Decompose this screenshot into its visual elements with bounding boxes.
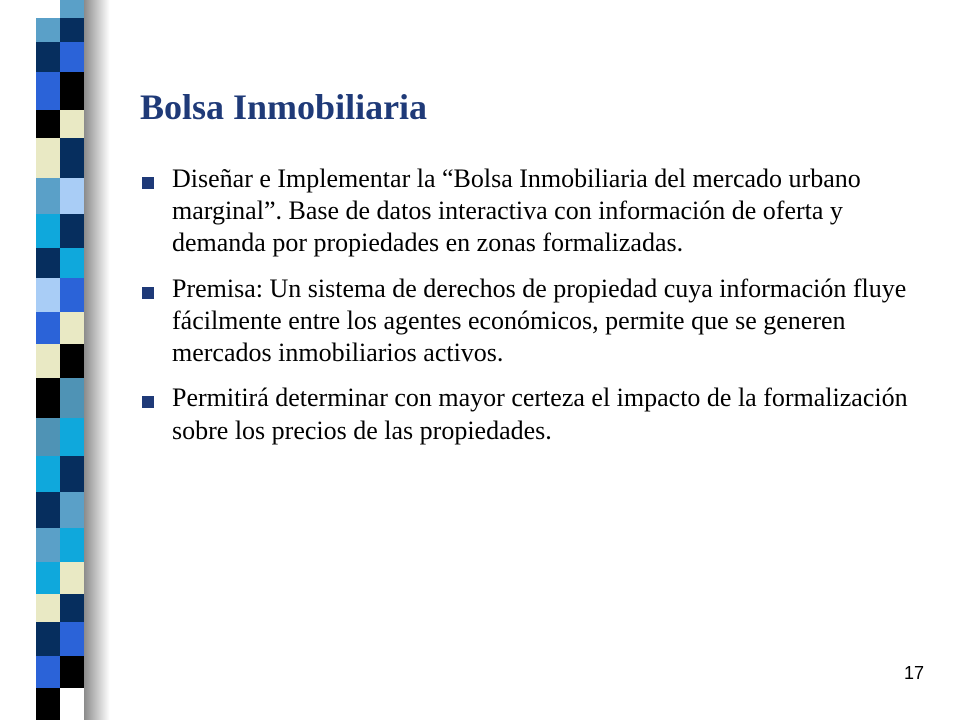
bullet-item xyxy=(130,382,930,446)
stripe-block xyxy=(36,42,60,72)
decorative-stripe-bar xyxy=(0,0,110,720)
stripe-block xyxy=(60,42,84,72)
stripe-block xyxy=(36,418,60,456)
bullet-text: Permitirá determinar con mayor certeza el impacto de la formalización sobre los precios de las propiedades. xyxy=(172,383,908,445)
stripe-block xyxy=(60,248,84,278)
stripe-block xyxy=(60,18,84,42)
stripe-block xyxy=(36,622,60,656)
stripe-block xyxy=(60,622,84,656)
stripe-block xyxy=(36,18,60,42)
bullet-list xyxy=(130,163,930,460)
stripe-block xyxy=(36,214,60,248)
stripe-block xyxy=(36,312,60,344)
stripe-block xyxy=(60,110,84,138)
bullet-item xyxy=(130,273,930,370)
stripe-block xyxy=(36,456,60,492)
stripe-block xyxy=(36,278,60,312)
stripe-block xyxy=(60,562,84,594)
stripe-block xyxy=(60,138,84,178)
stripe-block xyxy=(36,594,60,622)
stripe-block xyxy=(36,378,60,418)
square-bullet-icon xyxy=(142,177,154,189)
stripe-block xyxy=(60,528,84,562)
stripe-block xyxy=(36,178,60,214)
stripe-block xyxy=(60,656,84,688)
stripe-block xyxy=(60,492,84,528)
stripe-block xyxy=(36,528,60,562)
stripe-block xyxy=(36,344,60,378)
stripe-block xyxy=(60,418,84,456)
stripe-block xyxy=(36,138,60,178)
stripe-block xyxy=(60,0,84,18)
slide-title: Bolsa Inmobiliaria xyxy=(140,87,428,127)
stripe-block xyxy=(36,688,60,720)
stripe-block xyxy=(60,456,84,492)
stripe-block xyxy=(36,248,60,278)
stripe-block xyxy=(60,594,84,622)
stripe-block xyxy=(60,72,84,110)
stripe-block xyxy=(60,214,84,248)
square-bullet-icon xyxy=(142,287,154,299)
stripe-block xyxy=(60,278,84,312)
bullet-text: Premisa: Un sistema de derechos de propiedad cuya información fluye fácilmente entre los agentes económicos, permite que se generen mercados inmobiliarios activos. xyxy=(172,273,907,368)
stripe-block xyxy=(36,492,60,528)
stripe-block xyxy=(60,178,84,214)
stripe-block xyxy=(60,312,84,344)
bullet-text: Diseñar e Implementar la “Bolsa Inmobiliaria del mercado urbano marginal”. Base de datos interactiva con información de oferta y demanda por propiedades en zonas formalizadas. xyxy=(172,164,861,258)
slide-number: 17 xyxy=(904,663,925,683)
bullet-item xyxy=(130,163,930,260)
square-bullet-icon xyxy=(142,396,154,408)
stripe-block xyxy=(36,110,60,138)
stripe-block xyxy=(60,378,84,418)
stripe-block xyxy=(36,656,60,688)
stripe-block xyxy=(36,0,60,18)
stripe-block xyxy=(36,72,60,110)
stripe-block xyxy=(60,688,84,720)
stripe-block xyxy=(60,344,84,378)
stripe-block xyxy=(36,562,60,594)
